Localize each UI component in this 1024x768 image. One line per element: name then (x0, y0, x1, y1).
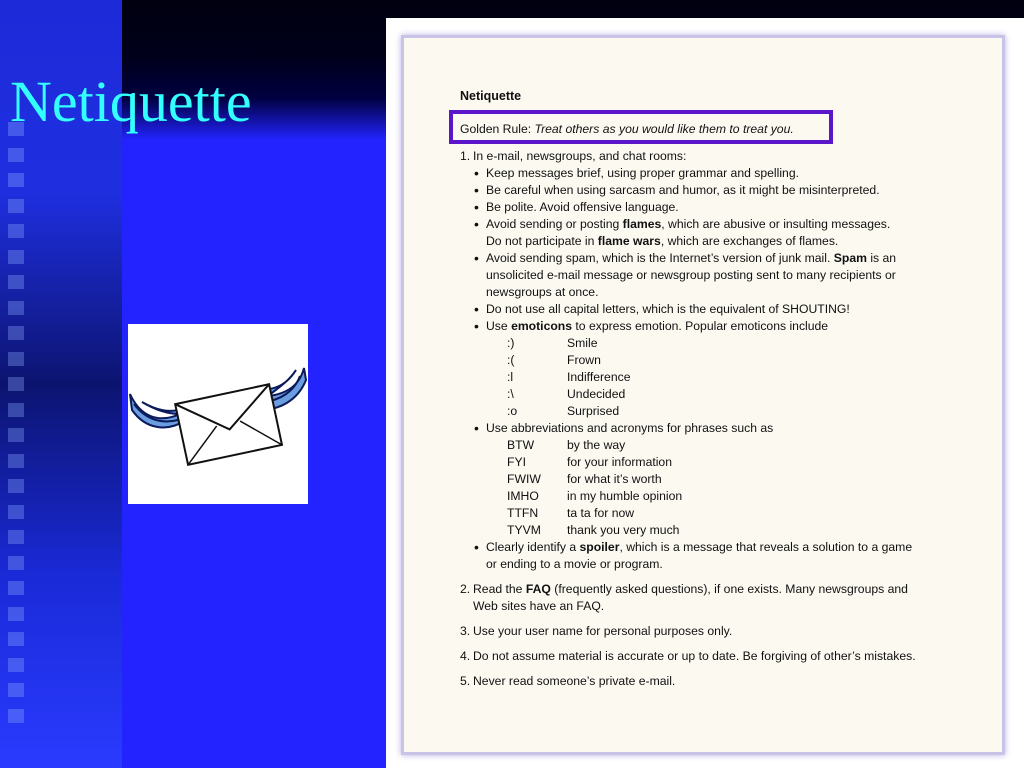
bullet-item (473, 182, 960, 199)
bullet-text: , which are abusive or insulting messages. (661, 217, 891, 231)
bullet-text: , which are exchanges of flames. (660, 234, 839, 248)
abbreviation-row (473, 505, 960, 522)
abbreviation-row (473, 522, 960, 539)
rule-text: Use your user name for personal purposes only. (473, 624, 733, 638)
golden-rule-text: Treat others as you would like them to treat you. (534, 122, 794, 136)
rules-list (460, 148, 960, 690)
abbreviation: FWIW (507, 472, 541, 486)
abbreviation-meaning: by the way (567, 438, 626, 452)
emoticon-meaning: Undecided (567, 387, 626, 401)
emoticon-symbol: :\ (507, 387, 514, 401)
abbreviation-meaning: in my humble opinion (567, 489, 683, 503)
abbreviation: TYVM (507, 523, 541, 537)
bullet-item (473, 301, 960, 318)
emoticon-symbol: :o (507, 404, 518, 418)
emoticon-meaning: Smile (567, 336, 598, 350)
abbreviation-row (473, 471, 960, 488)
rule-number: 3. (460, 624, 471, 638)
rule-number: 4. (460, 649, 471, 663)
emoticon-symbol: :) (507, 336, 515, 350)
bullet-text: Be careful when using sarcasm and humor, as it might be misinterpreted. (486, 183, 880, 197)
term-flames: flames (622, 217, 662, 231)
emoticon-row (473, 352, 960, 369)
emoticon-meaning: Frown (567, 353, 601, 367)
rule-4 (460, 648, 960, 665)
emoticon-table (473, 335, 960, 420)
bullet-text: Keep messages brief, using proper grammar and spelling. (486, 166, 799, 180)
emoticon-meaning: Surprised (567, 404, 620, 418)
golden-rule (460, 122, 794, 136)
abbreviation: FYI (507, 455, 526, 469)
bullet-text: or ending to a movie or program. (486, 557, 663, 571)
abbreviation: TTFN (507, 506, 539, 520)
bullet-item (473, 165, 960, 182)
bullet-text: Be polite. Avoid offensive language. (486, 200, 679, 214)
abbreviation-meaning: for what it’s worth (567, 472, 662, 486)
bullet-item (473, 420, 960, 437)
rule-1-bullets (473, 165, 960, 573)
emoticon-row (473, 386, 960, 403)
bullet-item (473, 216, 960, 250)
abbreviation-row (473, 454, 960, 471)
emoticon-row (473, 403, 960, 420)
abbreviation: IMHO (507, 489, 539, 503)
term-flame-wars: flame wars (597, 234, 661, 248)
rule-2 (460, 581, 960, 615)
decorative-squares (8, 122, 28, 742)
bullet-text: unsolicited e-mail message or newsgroup posting sent to many recipients or (486, 268, 896, 282)
slide-title: Netiquette (10, 69, 252, 134)
bullet-text: Use (486, 319, 512, 333)
bullet-text: Avoid sending or posting (486, 217, 623, 231)
bullet-text: Do not participate in (486, 234, 598, 248)
abbreviation-meaning: ta ta for now (567, 506, 635, 520)
abbreviation-row (473, 488, 960, 505)
winged-envelope-image (128, 324, 308, 504)
rule-number: 5. (460, 674, 471, 688)
abbreviation-row (473, 437, 960, 454)
term-spoiler: spoiler (579, 540, 620, 554)
bullet-text: newsgroups at once. (486, 285, 599, 299)
bullet-text: Avoid sending spam, which is the Internet’s version of junk mail. (486, 251, 834, 265)
rule-1-text: In e-mail, newsgroups, and chat rooms: (473, 149, 687, 163)
bullet-item (473, 539, 960, 573)
rule-text: Never read someone’s private e-mail. (473, 674, 676, 688)
bullet-text: to express emotion. Popular emoticons include (572, 319, 829, 333)
bullet-item (473, 250, 960, 301)
emoticon-symbol: :( (507, 353, 515, 367)
rule-text: Web sites have an FAQ. (473, 599, 605, 613)
rule-1 (460, 148, 960, 573)
rule-text: Do not assume material is accurate or up to date. Be forgiving of other’s mistakes. (473, 649, 916, 663)
term-emoticons: emoticons (511, 319, 573, 333)
bullet-text: Use abbreviations and acronyms for phrases such as (486, 421, 774, 435)
bullet-text: Do not use all capital letters, which is the equivalent of SHOUTING! (486, 302, 850, 316)
term-faq: FAQ (525, 582, 551, 596)
bullet-item (473, 318, 960, 335)
abbreviation-meaning: for your information (567, 455, 672, 469)
emoticon-row (473, 369, 960, 386)
rule-text: Read the (473, 582, 526, 596)
emoticon-symbol: :l (507, 370, 514, 384)
golden-rule-label: Golden Rule: (460, 122, 532, 136)
bullet-item (473, 199, 960, 216)
rule-number: 1. (460, 149, 471, 163)
bullet-text: , which is a message that reveals a solution to a game (619, 540, 913, 554)
rule-text: (frequently asked questions), if one exists. Many newsgroups and (550, 582, 908, 596)
abbreviation-meaning: thank you very much (567, 523, 680, 537)
emoticon-meaning: Indifference (567, 370, 631, 384)
abbreviation: BTW (507, 438, 535, 452)
rule-5 (460, 673, 960, 690)
bullet-text: is an (866, 251, 897, 265)
rule-number: 2. (460, 582, 471, 596)
emoticon-row (473, 335, 960, 352)
bullet-text: Clearly identify a (486, 540, 580, 554)
rule-3 (460, 623, 960, 640)
abbreviation-table (473, 437, 960, 539)
document-heading: Netiquette (460, 89, 522, 103)
term-spam: Spam (833, 251, 867, 265)
